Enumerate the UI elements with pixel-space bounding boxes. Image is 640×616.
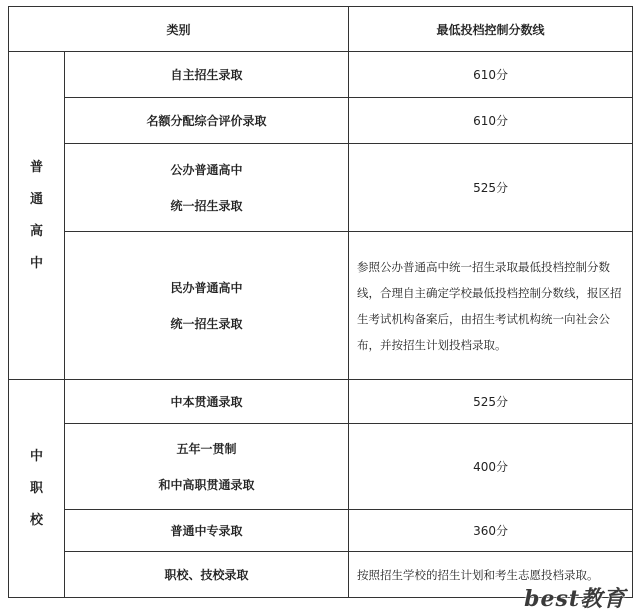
min-score-header: 最低投档控制分数线 [349,7,633,52]
score-value: 525分 [349,144,633,232]
group-char: 高 [29,224,43,239]
watermark-logo: best教育 [524,586,626,612]
score-value: 参照公办普通高中统一招生录取最低投档控制分数线，合理自主确定学校最低投档控制分数线，报区招生考试机构备案后，由招生考试机构统一向社会公布，并按招生计划投档录取。 [349,232,633,380]
table-row [9,424,633,510]
admission-type: 公办普通高中 统一招生录取 [65,144,349,232]
score-value: 610分 [349,98,633,144]
admission-type: 普通中专录取 [65,510,349,552]
table-row [9,380,633,424]
table-row [9,232,633,380]
table-row [9,52,633,98]
admission-score-table [8,6,633,598]
table-row [9,510,633,552]
table-row [9,144,633,232]
group-char: 普 [29,160,43,175]
score-value: 610分 [349,52,633,98]
group-vocational [9,380,65,598]
table-row [9,98,633,144]
admission-type: 民办普通高中 统一招生录取 [65,232,349,380]
category-header: 类别 [9,7,349,52]
table-header-row [9,7,633,52]
admission-type: 名额分配综合评价录取 [65,98,349,144]
admission-type: 中本贯通录取 [65,380,349,424]
score-value: 按照招生学校的招生计划和考生志愿投档录取。 [349,552,633,598]
group-char: 职 [29,481,43,496]
admission-type: 职校、技校录取 [65,552,349,598]
group-char: 中 [29,256,43,271]
score-value: 360分 [349,510,633,552]
group-general-high [9,52,65,380]
group-char: 通 [29,192,43,207]
group-char: 校 [29,513,43,528]
admission-type: 五年一贯制 和中高职贯通录取 [65,424,349,510]
admission-type: 自主招生录取 [65,52,349,98]
group-char: 中 [29,449,43,464]
score-value: 400分 [349,424,633,510]
score-value: 525分 [349,380,633,424]
